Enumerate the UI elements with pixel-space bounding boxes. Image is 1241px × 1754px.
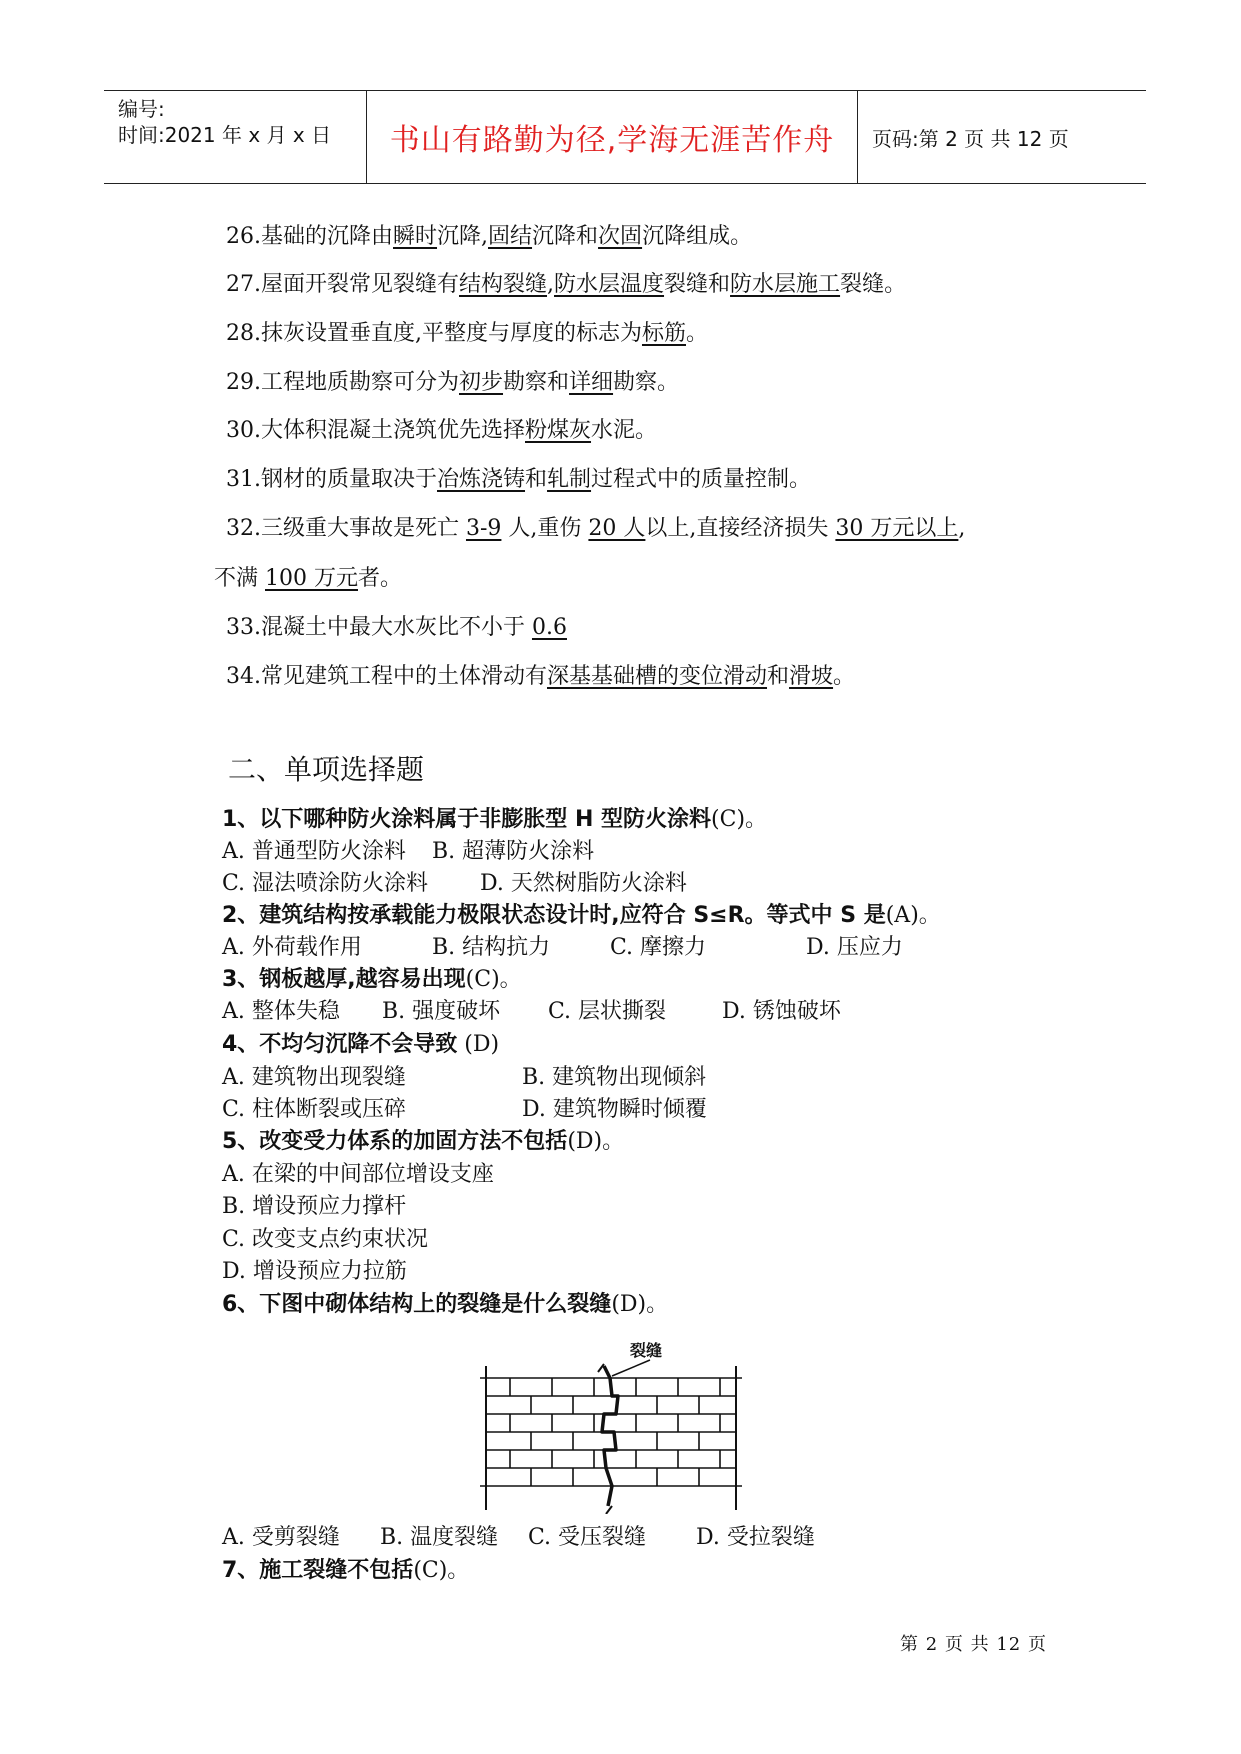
option-b: B. 结构抗力 bbox=[432, 935, 551, 960]
fill-text: 。 bbox=[686, 321, 709, 346]
fill-answer: 滑坡 bbox=[789, 664, 834, 689]
fill-answer: 深基基础槽的变位滑动 bbox=[547, 664, 768, 689]
question-answer: (D)。 bbox=[611, 1292, 669, 1317]
option-d: D. 受拉裂缝 bbox=[696, 1525, 815, 1550]
question-text: 6、下图中砌体结构上的裂缝是什么裂缝 bbox=[222, 1292, 612, 1317]
fill-item-31 bbox=[226, 465, 811, 495]
question-answer: (C)。 bbox=[465, 967, 522, 992]
option-d: D. 锈蚀破坏 bbox=[722, 999, 841, 1024]
fill-text: 裂缝和 bbox=[664, 272, 731, 297]
option-d: D. 建筑物瞬时倾覆 bbox=[522, 1097, 707, 1122]
fill-text: 34.常见建筑工程中的土体滑动有 bbox=[226, 664, 547, 689]
fill-item-27 bbox=[226, 270, 906, 300]
question-4 bbox=[222, 1027, 499, 1058]
question-text: 7、施工裂缝不包括 bbox=[222, 1558, 414, 1583]
question-text: 1、以下哪种防火涂料属于非膨胀型 H 型防火涂料 bbox=[222, 807, 712, 832]
question-3 bbox=[222, 962, 522, 993]
option-b: B. 超薄防火涂料 bbox=[432, 839, 595, 864]
masonry-crack-figure bbox=[480, 1338, 742, 1514]
question-answer: (C)。 bbox=[413, 1558, 470, 1583]
header-page-info: 页码:第 2 页 共 12 页 bbox=[872, 126, 1069, 151]
fill-answer: 3-9 bbox=[465, 516, 502, 541]
fill-text: 26.基础的沉降由 bbox=[226, 224, 393, 249]
fill-text: 勘察和 bbox=[503, 370, 570, 395]
question-answer: (D)。 bbox=[567, 1129, 625, 1154]
fill-answer: 20 人 bbox=[588, 516, 646, 541]
option-a: A. 外荷载作用 bbox=[222, 935, 362, 960]
fill-answer: 瞬时 bbox=[393, 224, 438, 249]
fill-text: , bbox=[958, 516, 966, 541]
question-text: 3、钢板越厚,越容易出现 bbox=[222, 967, 466, 992]
fill-text: 和 bbox=[767, 664, 790, 689]
fill-item-32 bbox=[226, 514, 965, 544]
fill-text: 者。 bbox=[358, 566, 403, 591]
fill-item-26 bbox=[226, 222, 752, 252]
fill-answer: 轧制 bbox=[547, 467, 592, 492]
option-b: B. 强度破坏 bbox=[382, 999, 501, 1024]
page-header bbox=[104, 90, 1146, 184]
fill-text: 和 bbox=[525, 467, 548, 492]
option-a: A. 整体失稳 bbox=[222, 999, 340, 1024]
option-b: B. 建筑物出现倾斜 bbox=[522, 1065, 707, 1090]
fill-answer: 100 万元 bbox=[265, 566, 358, 591]
question-text: 4、不均匀沉降不会导致 bbox=[222, 1032, 458, 1057]
fill-text: 沉降和 bbox=[532, 224, 599, 249]
question-text: 2、建筑结构按承载能力极限状态设计时,应符合 S≤R。等式中 S 是 bbox=[222, 903, 886, 928]
fill-answer: 冶炼浇铸 bbox=[437, 467, 526, 492]
question-6 bbox=[222, 1287, 668, 1318]
fill-text: 。 bbox=[833, 664, 856, 689]
crack-line bbox=[602, 1366, 618, 1506]
fill-text: 29.工程地质勘察可分为 bbox=[226, 370, 459, 395]
fill-item-32-cont bbox=[214, 564, 402, 594]
fill-answer: 防水层施工 bbox=[730, 272, 841, 297]
fill-text: , bbox=[547, 272, 555, 297]
header-page-cell bbox=[858, 91, 1146, 183]
fill-answer: 30 万元以上 bbox=[835, 516, 959, 541]
fill-item-30 bbox=[226, 416, 657, 446]
question-7 bbox=[222, 1553, 469, 1584]
question-answer: (D) bbox=[457, 1032, 500, 1057]
question-answer: (A)。 bbox=[885, 903, 941, 928]
question-2 bbox=[222, 898, 941, 929]
fill-text: 30.大体积混凝土浇筑优先选择 bbox=[226, 418, 525, 443]
header-motto: 书山有路勤为径,学海无涯苦作舟 bbox=[389, 123, 835, 158]
option-a: A. 普通型防火涂料 bbox=[222, 839, 406, 864]
fill-item-29 bbox=[226, 368, 679, 398]
fill-answer: 0.6 bbox=[531, 615, 567, 640]
header-motto-cell bbox=[367, 91, 858, 183]
fill-text: 裂缝。 bbox=[840, 272, 907, 297]
fill-text: 33.混凝土中最大水灰比不小于 bbox=[226, 615, 532, 640]
option-a: A. 在梁的中间部位增设支座 bbox=[222, 1162, 494, 1187]
option-d: D. 增设预应力拉筋 bbox=[222, 1259, 407, 1284]
fill-text: 以上,直接经济损失 bbox=[645, 516, 836, 541]
fill-text: 不满 bbox=[214, 566, 265, 591]
option-c: C. 柱体断裂或压碎 bbox=[222, 1097, 407, 1122]
question-text: 5、改变受力体系的加固方法不包括 bbox=[222, 1129, 568, 1154]
header-meta bbox=[104, 91, 367, 183]
fill-text: 水泥。 bbox=[591, 418, 658, 443]
option-a: A. 受剪裂缝 bbox=[222, 1525, 340, 1550]
option-c: C. 湿法喷涂防火涂料 bbox=[222, 871, 429, 896]
fill-text: 28.抹灰设置垂直度,平整度与厚度的标志为 bbox=[226, 321, 642, 346]
header-code: 编号: bbox=[118, 97, 165, 121]
fill-text: 32.三级重大事故是死亡 bbox=[226, 516, 466, 541]
fill-answer: 次固 bbox=[598, 224, 643, 249]
option-d: D. 天然树脂防火涂料 bbox=[480, 871, 687, 896]
fill-text: 沉降组成。 bbox=[642, 224, 753, 249]
fill-answer: 初步 bbox=[459, 370, 504, 395]
question-5 bbox=[222, 1124, 624, 1155]
fill-answer: 结构裂缝 bbox=[459, 272, 548, 297]
section-title: 二、单项选择题 bbox=[228, 753, 425, 786]
option-a: A. 建筑物出现裂缝 bbox=[222, 1065, 406, 1090]
fill-text: 过程式中的质量控制。 bbox=[591, 467, 812, 492]
figure-label: 裂缝 bbox=[630, 1341, 663, 1360]
option-c: C. 受压裂缝 bbox=[528, 1525, 647, 1550]
page-footer: 第 2 页 共 12 页 bbox=[900, 1634, 1047, 1655]
fill-answer: 防水层温度 bbox=[554, 272, 665, 297]
fill-item-28 bbox=[226, 319, 708, 349]
fill-item-34 bbox=[226, 662, 855, 692]
brick-wall-diagram bbox=[480, 1338, 742, 1514]
fill-text: 勘察。 bbox=[613, 370, 680, 395]
option-b: B. 温度裂缝 bbox=[380, 1525, 499, 1550]
option-b: B. 增设预应力撑杆 bbox=[222, 1194, 407, 1219]
option-c: C. 改变支点约束状况 bbox=[222, 1227, 429, 1252]
fill-answer: 详细 bbox=[569, 370, 614, 395]
question-1 bbox=[222, 802, 767, 833]
fill-answer: 固结 bbox=[488, 224, 533, 249]
fill-text: 27.屋面开裂常见裂缝有 bbox=[226, 272, 459, 297]
fill-text: 沉降, bbox=[437, 224, 489, 249]
fill-text: 人,重伤 bbox=[501, 516, 589, 541]
fill-text: 31.钢材的质量取决于 bbox=[226, 467, 437, 492]
option-d: D. 压应力 bbox=[806, 935, 903, 960]
fill-answer: 标筋 bbox=[641, 321, 686, 346]
option-c: C. 摩擦力 bbox=[610, 935, 707, 960]
question-answer: (C)。 bbox=[711, 807, 768, 832]
label-leader-line bbox=[612, 1360, 650, 1376]
header-time: 时间:2021 年 x 月 x 日 bbox=[118, 123, 332, 147]
fill-answer: 粉煤灰 bbox=[525, 418, 592, 443]
option-c: C. 层状撕裂 bbox=[548, 999, 667, 1024]
fill-item-33 bbox=[226, 613, 567, 643]
